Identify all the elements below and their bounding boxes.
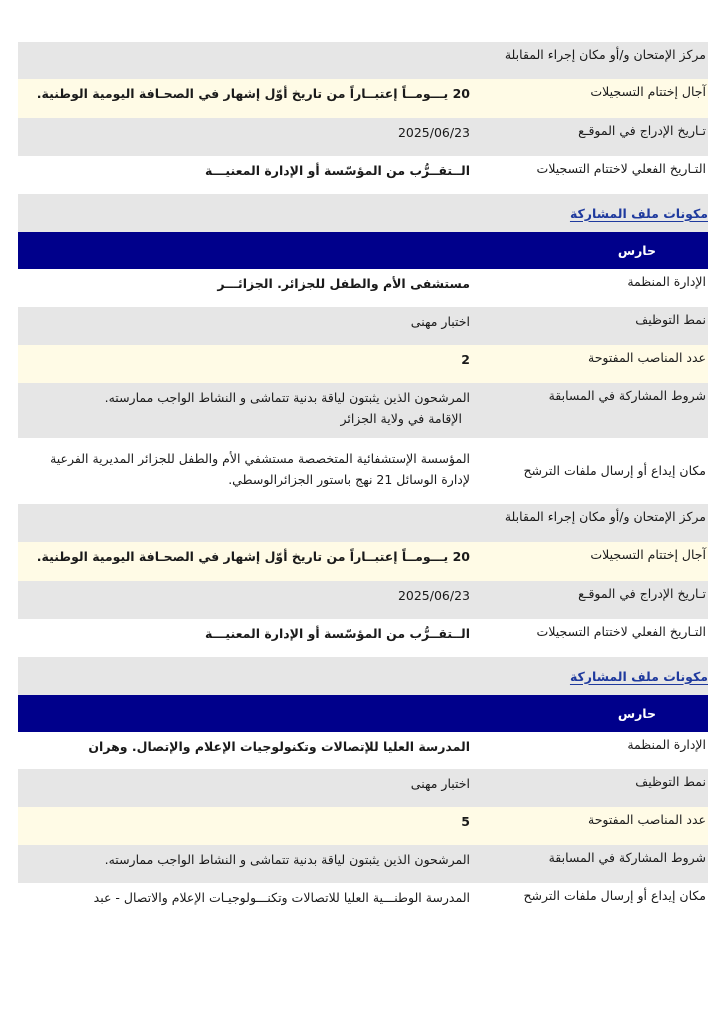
label-exam-center: مركز الإمتحان و/أو مكان إجراء المقابلة <box>504 47 706 62</box>
row-actual-date <box>18 619 708 657</box>
value-conditions: المرشحون الذين يثبتون لياقة بدنية تتماشى و النشاط الواجب ممارسته. <box>104 852 470 867</box>
label-employment-type: نمط التوظيف <box>635 774 706 789</box>
row-posting-date <box>18 118 708 156</box>
value-posting-date: 2025/06/23 <box>397 588 470 603</box>
row-organizer <box>18 732 708 769</box>
value-employment-type: اختبار مهنى <box>410 314 470 329</box>
row-conditions <box>18 845 708 883</box>
row-employment-type <box>18 307 708 345</box>
row-deadline <box>18 79 708 118</box>
job-title-bar <box>18 695 708 732</box>
label-actual-date: التـاريخ الفعلي لاختتام التسجيلات <box>536 624 706 639</box>
row-deposit-place <box>18 438 708 504</box>
value-actual-date: الــتقــرُّب من المؤسّسة أو الإدارة المعنيـــة <box>205 163 470 178</box>
value-organizer: المدرسة العليا للإتصالات وتكنولوجيات الإعلام والإتصال. وهران <box>88 739 470 754</box>
label-positions: عدد المناصب المفتوحة <box>588 812 706 827</box>
deposit-line: لإدارة الوسائل 21 نهج باستور الجزائرالوسطي. <box>228 472 470 487</box>
value-positions: 5 <box>461 814 470 829</box>
conditions-line: الإقامة في ولاية الجزائر <box>340 411 462 427</box>
label-posting-date: تـاريخ الإدراج في الموقـع <box>578 586 706 601</box>
label-positions: عدد المناصب المفتوحة <box>588 350 706 365</box>
value-exam-center <box>18 42 470 50</box>
label-conditions: شروط المشاركة في المسابقة <box>548 850 706 865</box>
section-header <box>18 194 708 232</box>
label-organizer: الإدارة المنظمة <box>627 737 706 752</box>
label-actual-date: التـاريخ الفعلي لاختتام التسجيلات <box>536 161 706 176</box>
value-employment-type: اختبار مهنى <box>410 776 470 791</box>
label-conditions: شروط المشاركة في المسابقة <box>548 388 706 403</box>
label-organizer: الإدارة المنظمة <box>627 274 706 289</box>
row-exam-center <box>18 42 708 79</box>
value-deadline: 20 يـــومــاً إعتبــاراً من تاريخ أوّل إشهار في الصحـافة اليومية الوطنية. <box>36 549 470 564</box>
row-actual-date <box>18 156 708 194</box>
row-organizer <box>18 269 708 307</box>
value-deadline: 20 يـــومــاً إعتبــاراً من تاريخ أوّل إشهار في الصحـافة اليومية الوطنية. <box>36 86 470 101</box>
row-deposit-place <box>18 883 708 923</box>
value-organizer: مستشفى الأم والطفل للجزائر. الجزائـــر <box>217 276 470 291</box>
label-deadline: آجال إختتام التسجيلات <box>590 547 706 562</box>
value-exam-center <box>18 504 470 512</box>
value-actual-date: الــتقــرُّب من المؤسّسة أو الإدارة المعنيـــة <box>205 626 470 641</box>
section-header <box>18 657 708 695</box>
label-posting-date: تـاريخ الإدراج في الموقـع <box>578 123 706 138</box>
row-employment-type <box>18 769 708 807</box>
value-posting-date: 2025/06/23 <box>397 125 470 140</box>
job-title-bar <box>18 232 708 269</box>
value-conditions <box>18 383 470 434</box>
deposit-line: المؤسسة الإستشفائية المتخصصة مستشفي الأم والطفل للجزائر المديرية الفرعية <box>50 450 470 466</box>
label-deadline: آجال إختتام التسجيلات <box>590 84 706 99</box>
label-employment-type: نمط التوظيف <box>635 312 706 327</box>
row-posting-date <box>18 581 708 619</box>
value-deposit-place: المدرسة الوطنـــية العليا للاتصالات وتكنـــولوجيـات الإعلام والاتصال - عبد <box>93 890 470 905</box>
row-positions <box>18 807 708 845</box>
section-title: مكونات ملف المشاركة <box>569 668 708 684</box>
row-positions <box>18 345 708 383</box>
row-conditions <box>18 383 708 438</box>
conditions-line: المرشحون الذين يثبتون لياقة بدنية تتماشى و النشاط الواجب ممارسته. <box>104 390 470 405</box>
label-deposit-place: مكان إيداع أو إرسال ملفات الترشح <box>523 462 706 478</box>
label-deposit-place: مكان إيداع أو إرسال ملفات الترشح <box>523 888 706 903</box>
value-deposit-place <box>18 448 470 495</box>
job-listing-sheet <box>18 42 708 923</box>
row-deadline <box>18 542 708 581</box>
label-exam-center: مركز الإمتحان و/أو مكان إجراء المقابلة <box>504 509 706 524</box>
value-positions: 2 <box>461 352 470 367</box>
section-title: مكونات ملف المشاركة <box>569 205 708 221</box>
job-title: حارس <box>617 243 656 258</box>
job-title: حارس <box>617 706 656 721</box>
row-exam-center <box>18 504 708 542</box>
